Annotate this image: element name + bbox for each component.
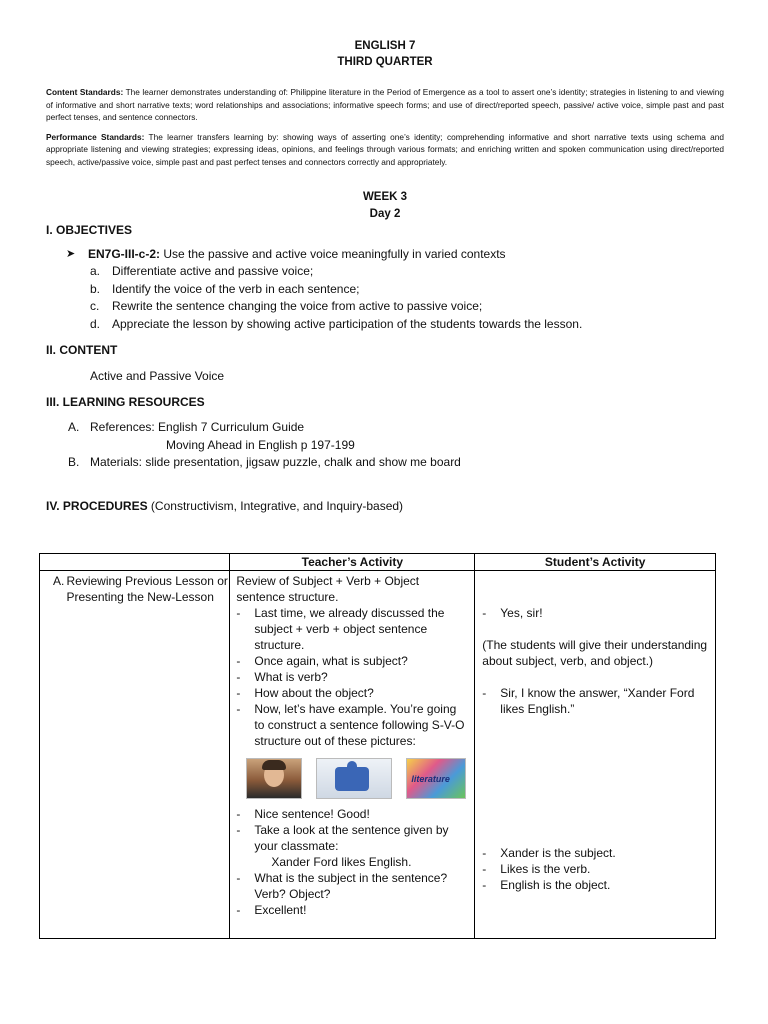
document-page [46,38,724,516]
content-standards-label: Content Standards: [46,87,124,97]
list-item: d. Appreciate the lesson by showing active participation of the students towards the lesson. [90,316,583,331]
content-text: Active and Passive Voice [90,368,225,383]
reference-sub: Moving Ahead in English p 197-199 [166,437,355,452]
table-row [40,571,716,939]
list-item: - Last time, we already discussed the subject + verb + object sentence structure. [236,606,445,652]
student-activity-cell [475,571,716,939]
header-cell-empty [40,554,230,571]
procedures-heading: IV. PROCEDURES (Constructivism, Integrative, and Inquiry-based) [46,498,404,513]
content-heading: II. CONTENT [46,342,118,357]
list-item: b. Identify the voice of the verb in each sentence; [90,281,360,296]
performance-standards-text: The learner transfers learning by: showing ways of asserting one’s identity; comprehending informative and short narrative texts using schema and appropriate listening and viewing strategies; expressing ideas, opinions, and feelings through various formats; and enriching written and spoken communication using direct/reported speech, active/passive voice, simple past and past perfect tenses and connectors correctly and appropriately. [46,131,724,167]
list-item: B. Materials: slide presentation, jigsaw puzzle, chalk and show me board [68,455,461,470]
list-item: - Yes, sir! [482,606,543,620]
header-student-activity: Student’s Activity [475,554,716,571]
header-teacher-activity: Teacher’s Activity [230,554,475,571]
list-item: - Now, let’s have example. You’re going to construct a sentence following S-V-O structure out of these pictures: [236,702,465,748]
procedures-table [39,553,716,939]
objectives-heading: I. OBJECTIVES [46,222,133,237]
list-item: - Once again, what is subject? [236,654,408,668]
teacher-activity-cell [230,571,475,939]
objective-main-text: Use the passive and active voice meaningfully in varied contexts [160,246,506,261]
student-note: (The students will give their understanding about subject, verb, and object.) [482,638,708,668]
arrow-bullet-icon: ➤ [66,247,76,260]
thumbs-up-icon [316,758,392,799]
list-item: - Excellent! [236,903,307,917]
teacher-intro: Review of Subject + Verb + Object sentence structure. [236,574,420,604]
list-item: - What is the subject in the sentence? Verb? Object? [236,871,448,901]
objective-code: EN7G-III-c-2: [88,246,161,261]
list-item: - Sir, I know the answer, “Xander Ford likes English.” [482,686,695,716]
performance-standards-label: Performance Standards: [46,131,145,142]
list-item: - What is verb? [236,670,328,684]
list-item: - English is the object. [482,878,611,892]
example-sentence: Xander Ford likes English. [271,855,412,869]
list-item: - Nice sentence! Good! [236,807,370,821]
list-item: c. Rewrite the sentence changing the voice from active to passive voice; [90,299,483,314]
content-standards [46,86,724,124]
week-label: WEEK 3 [362,190,408,203]
list-item: - Take a look at the sentence given by your classmate: [236,823,449,853]
performance-standards [46,131,724,169]
list-item: a. Differentiate active and passive voice; [90,264,314,279]
content-standards-text: The learner demonstrates understanding of: Philippine literature in the Period of Emergence as a tool to assert one’s identity; strategies in listening to and viewing of informative and short narrative texts; word relationships and associations; informative speech forms; and use of direct/reported speech, passive/ active voice, simple past and past perfect tenses, and sentence connectors. [46,87,724,123]
english-word-cloud-image: literature [406,758,466,799]
table-header-row [40,554,716,571]
resources-heading: III. LEARNING RESOURCES [46,395,205,410]
objective-list [90,263,724,333]
list-item: - How about the object? [236,686,374,700]
list-item: - Xander is the subject. [482,846,616,860]
person-photo-image [246,758,302,799]
document-title: ENGLISH 7 [354,40,416,52]
stage-cell [40,571,230,939]
picture-row [246,758,469,799]
day-label: Day 2 [369,207,401,220]
resources-list [68,419,724,472]
list-item: A. References: English 7 Curriculum Guide [68,420,305,435]
stage-text: Reviewing Previous Lesson or Presenting the New-Lesson [66,574,228,604]
quarter-title: THIRD QUARTER [337,56,433,68]
stage-marker: A. [53,574,65,588]
objective-main [66,246,724,264]
list-item: - Likes is the verb. [482,862,591,876]
